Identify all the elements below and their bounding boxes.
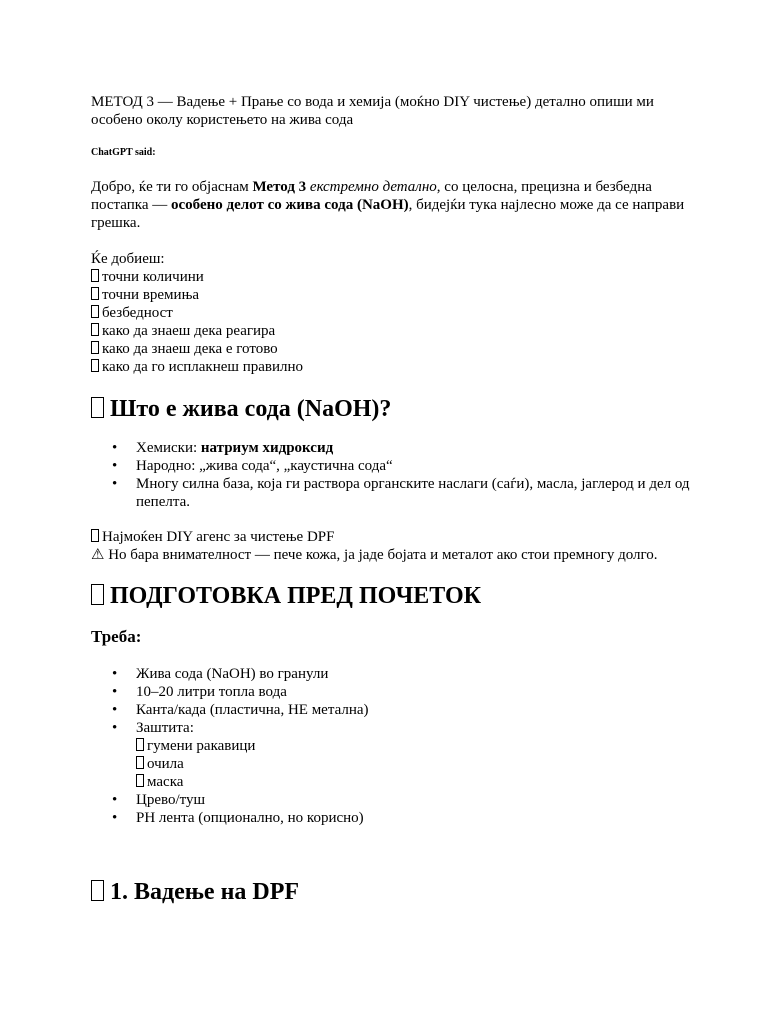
user-prompt: МЕТОД 3 — Вадење + Прање со вода и хемија (моќно DIY чистење) детално опиши ми особено околу користењето на жива сода [91,94,654,128]
intro-text-1: Добро, ќе ти го објаснам [91,179,253,195]
missing-glyph-icon [91,269,99,282]
will-get-title: Ќе добиеш: [91,251,165,267]
intro-bold-naoh: особено делот со жива сода (NaOH) [171,197,409,213]
list-item: • 10–20 литри топла вода [91,683,691,701]
intro-text-4: , бидејќи тука најлесно може да се направи грешка. [91,197,685,231]
missing-glyph-icon [136,774,144,787]
will-get-item: како да го исплакнеш правилно [91,358,691,376]
missing-glyph-icon [91,397,104,418]
missing-glyph-icon [91,359,99,372]
will-get-item: точни количини [91,268,691,286]
section-heading-removal: 1. Вадење на DPF [91,878,691,906]
missing-glyph-icon [91,529,99,542]
intro-bold-method: Метод 3 [252,179,307,195]
list-item: • Многу силна база, која ги раствора органските наслаги (саѓи), масла, јаглерод и дел од пепелта. [91,475,691,511]
missing-glyph-icon [91,341,99,354]
section-heading-preparation: ПОДГОТОВКА ПРЕД ПОЧЕТОК [91,582,691,610]
intro-paragraph [91,178,691,232]
missing-glyph-icon [136,738,144,751]
naoh-bullet-list [91,439,691,511]
list-item: • PH лента (опционално, но корисно) [91,809,691,827]
list-item: • Жива сода (NaOH) во гранули [91,665,691,683]
needed-items-list [91,665,691,827]
section-heading-naoh: Што е жива сода (NaOH)? [91,395,691,423]
protection-item: гумени ракавици [136,737,691,755]
missing-glyph-icon [136,756,144,769]
will-get-item: како да знаеш дека реагира [91,322,691,340]
will-get-item: безбедност [91,304,691,322]
will-get-item: како да знаеш дека е готово [91,340,691,358]
note-strongest-agent: Најмоќен DIY агенс за чистење DPF [91,528,691,546]
speaker-label: ChatGPT said: [91,147,156,158]
warning-icon: ⚠ [91,547,105,563]
list-item: • Народно: „жива сода“, „каустична сода“ [91,457,691,475]
protection-item: очила [136,755,691,773]
missing-glyph-icon [91,305,99,318]
subheading-needed: Треба: [91,627,142,646]
list-item: • Канта/када (пластична, НЕ метална) [91,701,691,719]
missing-glyph-icon [91,880,104,901]
intro-text-3: , со целосна, прецизна и безбедна постапка — [91,179,652,213]
document-page [91,93,691,906]
protection-item: маска [136,773,691,791]
missing-glyph-icon [91,287,99,300]
missing-glyph-icon [91,584,104,605]
missing-glyph-icon [91,323,99,336]
list-item: • Хемиски: натриум хидроксид [91,439,691,457]
will-get-item: точни времиња [91,286,691,304]
note-warning: ⚠ Но бара внимателност — пече кожа, ја јаде бојата и металот ако стои премногу долго. [91,547,658,563]
list-item: • Црево/туш [91,791,691,809]
will-get-block [91,250,691,376]
list-item-protection: • Заштита: гумени ракавици очила маска [91,719,691,791]
intro-italic: екстремно детално [309,179,437,195]
